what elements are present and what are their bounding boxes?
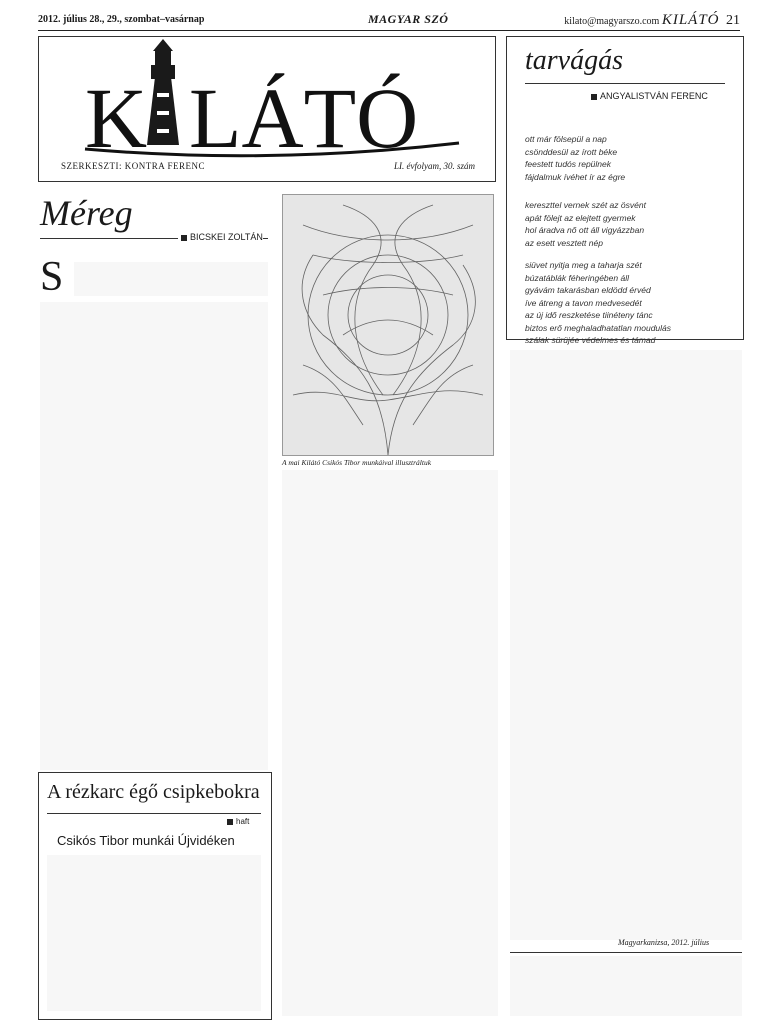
sidebar-article-box (38, 772, 272, 1020)
sidebar-article-title: A rézkarc égő csipkebokra (47, 781, 260, 803)
unreadable-text (74, 262, 268, 296)
email-link[interactable]: kilato@magyarszo.com (564, 16, 660, 27)
poem-stanza: kereszttel vernek szét az ösvént apát fölejt az elejtett gyermek hol áradva nő ott áll vigyázzban az esett vesztett nép (525, 200, 646, 248)
poem-title: tarvágás (525, 45, 623, 76)
header-right (564, 12, 740, 29)
sidebar-article-body (47, 855, 261, 1011)
page-number: 21 (726, 13, 740, 28)
article-column-2 (282, 470, 498, 1016)
issue-date: 2012. július 28., 29., szombat–vasárnap (38, 14, 205, 25)
bullet-square-icon (181, 235, 187, 241)
footnote (510, 956, 742, 1016)
poem-stanza: siüvet nyitja meg a taharja szét búzatáblák féheringében áll gyávám takarásban eldödd érvéd íve átreng a tavon medvesedét (525, 260, 651, 308)
svg-text:LÁTÓ: LÁTÓ (189, 70, 419, 166)
article-byline: BICSKEI ZOLTÁN (178, 232, 263, 242)
bullet-square-icon (591, 94, 597, 100)
paper-name: MAGYAR SZÓ (368, 12, 449, 26)
editor-line: SZERKESZTI: KONTRA FERENC (61, 161, 206, 171)
poem-stanza: ott már fölsepül a nap csönddesül az írott béke feestett tudós repülnek fájdalmuk ívéhet ír az égre (525, 134, 626, 182)
poem-stanza: az új idő reszketése tiinéteny tánc biztos erő meghaladhatatlan moudulás szálak sürüjée védelmes és támad (525, 310, 672, 345)
title-divider (47, 813, 261, 814)
article-column-1 (40, 254, 268, 770)
lighthouse-logo-icon (39, 37, 495, 181)
sidebar-article-subtitle: Csikós Tibor munkái Újvidéken (57, 833, 235, 848)
page-header (38, 12, 740, 31)
unreadable-text (40, 302, 268, 770)
poem-author: ANGYALISTVÁN FERENC (591, 91, 708, 101)
image-caption: A mai Kilátó Csikós Tibor munkáival illusztráltuk (282, 458, 432, 467)
drop-cap: S (40, 254, 64, 300)
illustration-image (282, 194, 494, 456)
article-signoff: Magyarkanizsa, 2012. július (618, 938, 710, 947)
poem-box (506, 36, 744, 345)
sidebar-article-byline: haft (227, 817, 249, 826)
footnote-divider (510, 952, 742, 953)
section-name: KILÁTÓ (661, 12, 720, 28)
article-title: Méreg (40, 193, 133, 233)
bullet-square-icon (227, 819, 233, 825)
poem-divider (525, 83, 725, 84)
volume-line: LI. évfolyam, 30. szám (394, 161, 475, 171)
article-column-3 (510, 350, 742, 940)
masthead (38, 36, 496, 182)
etching-artwork (283, 195, 493, 455)
svg-text:K: K (85, 70, 148, 166)
